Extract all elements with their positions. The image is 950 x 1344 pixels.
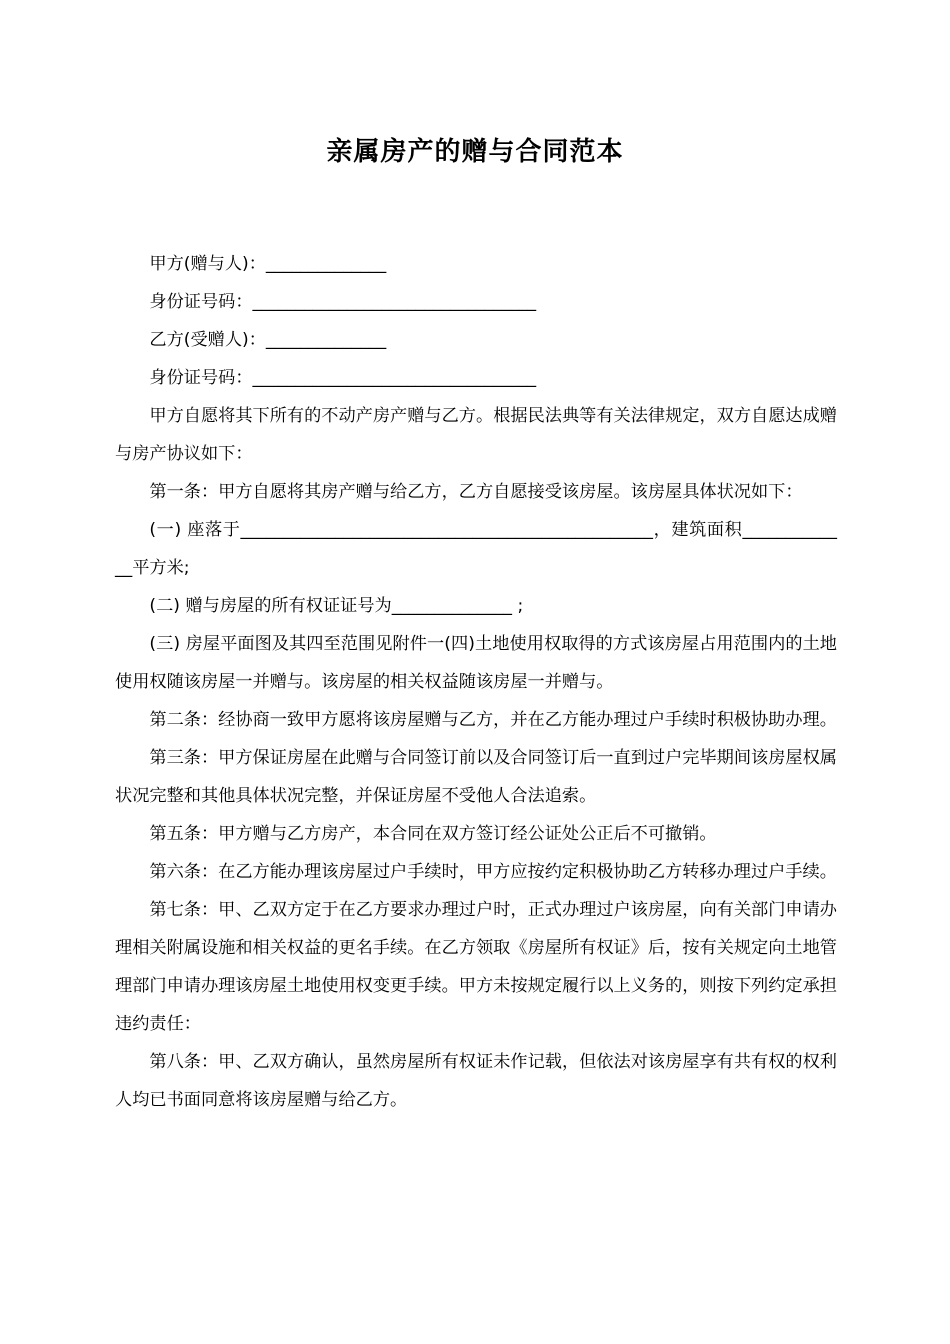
article-8: 第八条：甲、乙双方确认，虽然房屋所有权证未作记载，但依法对该房屋享有共有权的权利人均已书面同意将该房屋赠与给乙方。 bbox=[115, 1052, 837, 1110]
article-2: 第二条：经协商一致甲方愿将该房屋赠与乙方，并在乙方能办理过户手续时积极协助办理。 bbox=[149, 710, 837, 730]
article-1: 第一条：甲方自愿将其房产赠与给乙方，乙方自愿接受该房屋。该房屋具体状况如下： bbox=[149, 482, 803, 502]
document-title: 亲属房产的赠与合同范本 bbox=[326, 137, 624, 167]
article-1-item-2: (二) 赠与房屋的所有权证证号为______________ ; bbox=[149, 596, 524, 616]
preamble-paragraph: 甲方自愿将其下所有的不动产房产赠与乙方。根据民法典等有关法律规定，双方自愿达成赠与房产协议如下： bbox=[115, 406, 837, 464]
article-1-item-1: (一) 座落于________________________________________________，建筑面积_____________平方米; bbox=[115, 520, 837, 578]
article-3: 第三条：甲方保证房屋在此赠与合同签订前以及合同签订后一直到过户完毕期间该房屋权属状况完整和其他具体状况完整，并保证房屋不受他人合法追索。 bbox=[115, 748, 837, 806]
article-6: 第六条：在乙方能办理该房屋过户手续时，甲方应按约定积极协助乙方转移办理过户手续。 bbox=[149, 862, 837, 882]
party-a-field: 甲方(赠与人)：______________ bbox=[149, 254, 387, 274]
party-b-id-field: 身份证号码：_________________________________ bbox=[149, 368, 537, 388]
article-5: 第五条：甲方赠与乙方房产，本合同在双方签订经公证处公正后不可撤销。 bbox=[149, 824, 717, 844]
party-b-field: 乙方(受赠人)：______________ bbox=[149, 330, 387, 350]
document-body bbox=[115, 245, 837, 1119]
article-1-item-3: (三) 房屋平面图及其四至范围见附件一(四)土地使用权取得的方式该房屋占用范围内的土地使用权随该房屋一并赠与。该房屋的相关权益随该房屋一并赠与。 bbox=[115, 634, 837, 692]
article-7: 第七条：甲、乙双方定于在乙方要求办理过户时，正式办理过户该房屋，向有关部门申请办理相关附属设施和相关权益的更名手续。在乙方领取《房屋所有权证》后，按有关规定向土地管理部门申请办理该房屋土地使用权变更手续。甲方未按规定履行以上义务的，则按下列约定承担违约责任： bbox=[115, 900, 837, 1034]
party-a-id-field: 身份证号码：_________________________________ bbox=[149, 292, 537, 312]
